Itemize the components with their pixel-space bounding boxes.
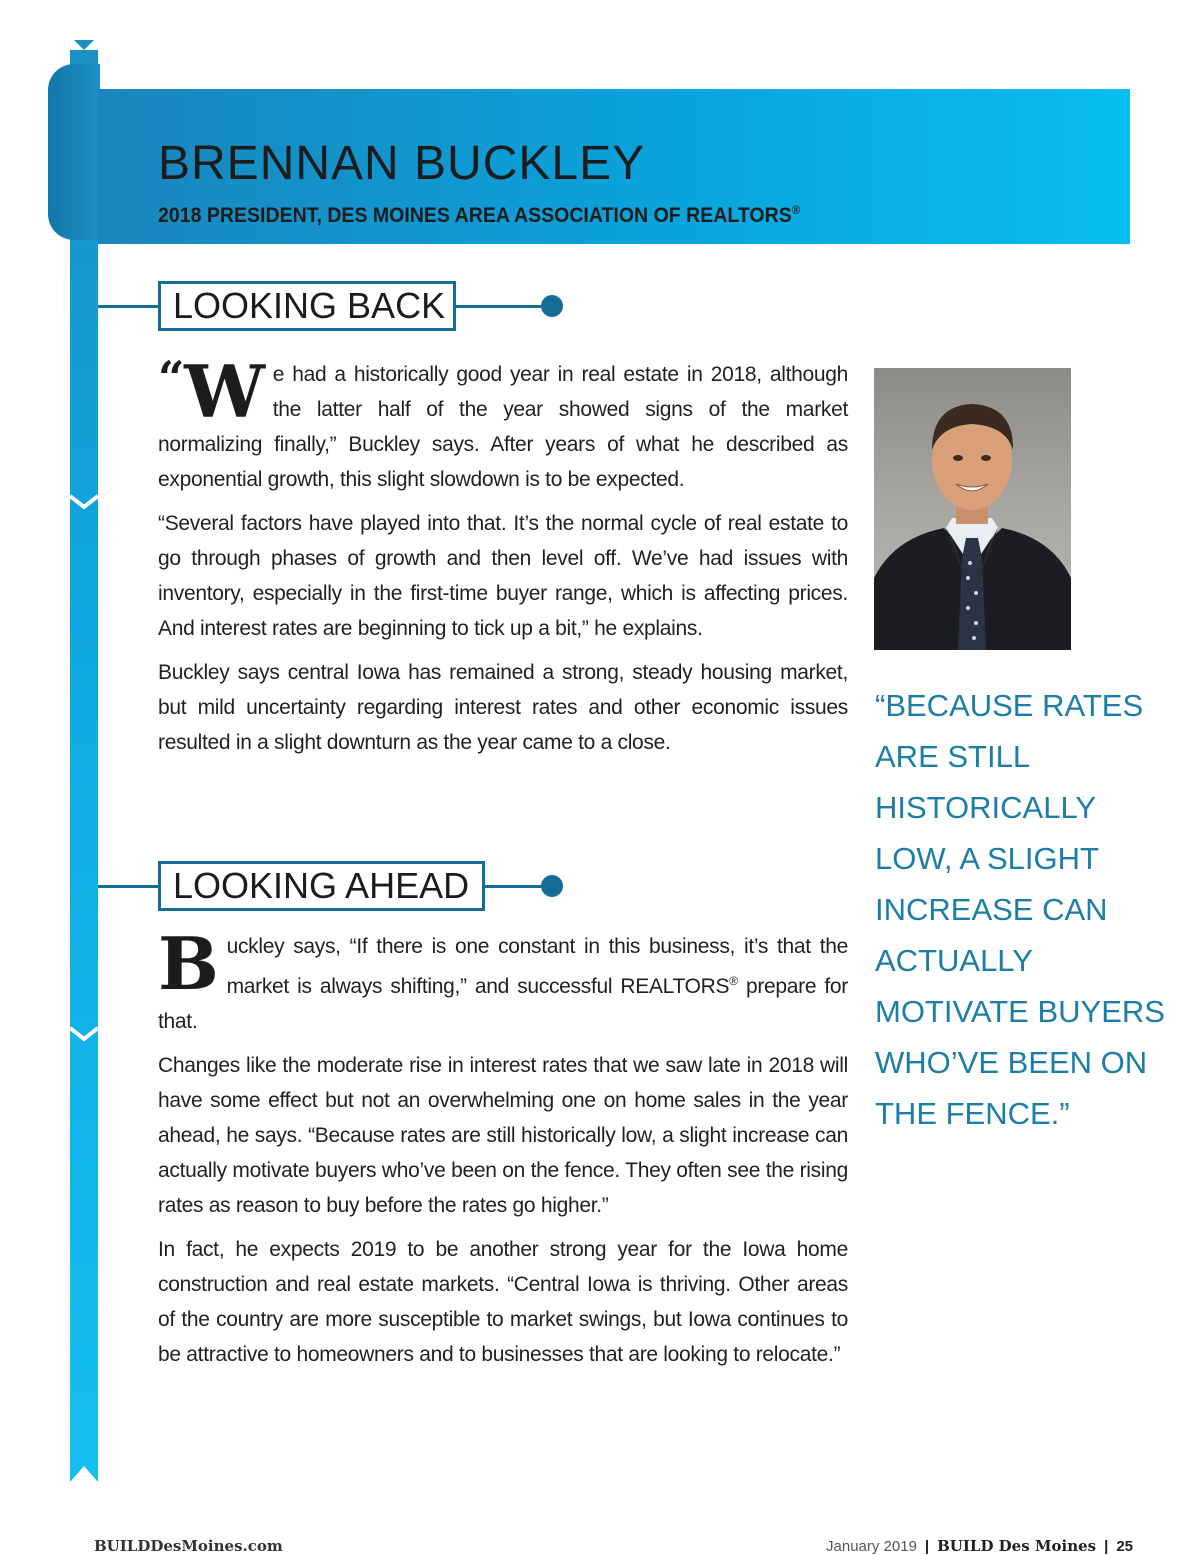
portrait-illustration [874,368,1071,650]
footer-issue: January 2019 [826,1538,917,1555]
footer-separator: | [924,1538,930,1555]
timeline-notch-top [70,36,98,50]
section-line-right [485,885,549,888]
section-line-left [98,885,160,888]
timeline-bar [70,40,98,1482]
drop-cap: “W [158,349,265,434]
section-line-right [456,305,548,308]
footer-magazine: BUILD Des Moines [937,1537,1097,1555]
footer-website: BUILDDesMoines.com [94,1537,283,1555]
footer-separator: | [1104,1538,1109,1555]
registered-mark: ® [791,203,800,217]
paragraph: In fact, he expects 2019 to be another strong year for the Iowa home construction and real estate markets. “Central Iowa is thriving. Other areas of the country are more susceptible to market swings, but Iowa continues to be attractive to homeowners and to businesses that are looking to relocate.” [158,1238,848,1366]
page-title: BRENNAN BUCKLEY [158,137,646,190]
paragraph: Changes like the moderate rise in interest rates that we saw late in 2018 will have some effect but not an overwhelming one on home sales in the year ahead, he says. “Because rates are still historically low, a slight increase can actually motivate buyers who’ve been on the fence. They often see the rising rates as reason to buy before the rates go higher.” [158,1054,848,1217]
looking-ahead-text [158,921,849,1381]
paragraph: Buckley says central Iowa has remained a strong, steady housing market, but mild uncertainty regarding interest rates and other economic issues resulted in a slight downturn as the year came to a close. [158,661,848,754]
pull-quote: “BECAUSE RATES ARE STILL HISTORICALLY LOW, A SLIGHT INCREASE CAN ACTUALLY MOTIVATE BUYERS WHO’VE BEEN ON THE FENCE.” [875,688,1165,1131]
section-line-left [98,305,160,308]
subtitle: 2018 PRESIDENT, DES MOINES AREA ASSOCIATION OF REALTORS® [158,203,800,227]
paragraph: “Several factors have played into that. It’s the normal cycle of real estate to go through phases of growth and then level off. We’ve had issues with inventory, especially in the first-time buyer range, which is affecting prices. And interest rates are beginning to tick up a bit,” he explains. [158,512,848,640]
paragraph: “W e had a historically good year in real estate in 2018, although the latter half of the year showed signs of the market normalizing finally,” Buckley says. After years of what he described as exponential growth, this slight slowdown is to be expected. [158,349,848,491]
chevron-down-icon [70,1026,98,1040]
looking-back-text [158,349,848,769]
paragraph: Buckley says, “If there is one constant in this business, it’s that the market is always shifting,” and successful REALTORS® prepare for that. [158,921,849,1033]
section-heading-looking-ahead: LOOKING AHEAD [158,861,485,911]
page-number: 25 [1116,1538,1133,1555]
section-dot [541,295,563,317]
footer-folio [826,1537,1133,1555]
portrait-photo [874,368,1071,650]
section-heading-looking-back: LOOKING BACK [158,281,456,331]
timeline-notch-bottom [70,1466,98,1482]
chevron-down-icon [70,494,98,508]
registered-mark: ® [729,974,738,988]
ribbon-curl [48,64,100,240]
section-dot [541,875,563,897]
drop-cap: B [158,921,219,1006]
